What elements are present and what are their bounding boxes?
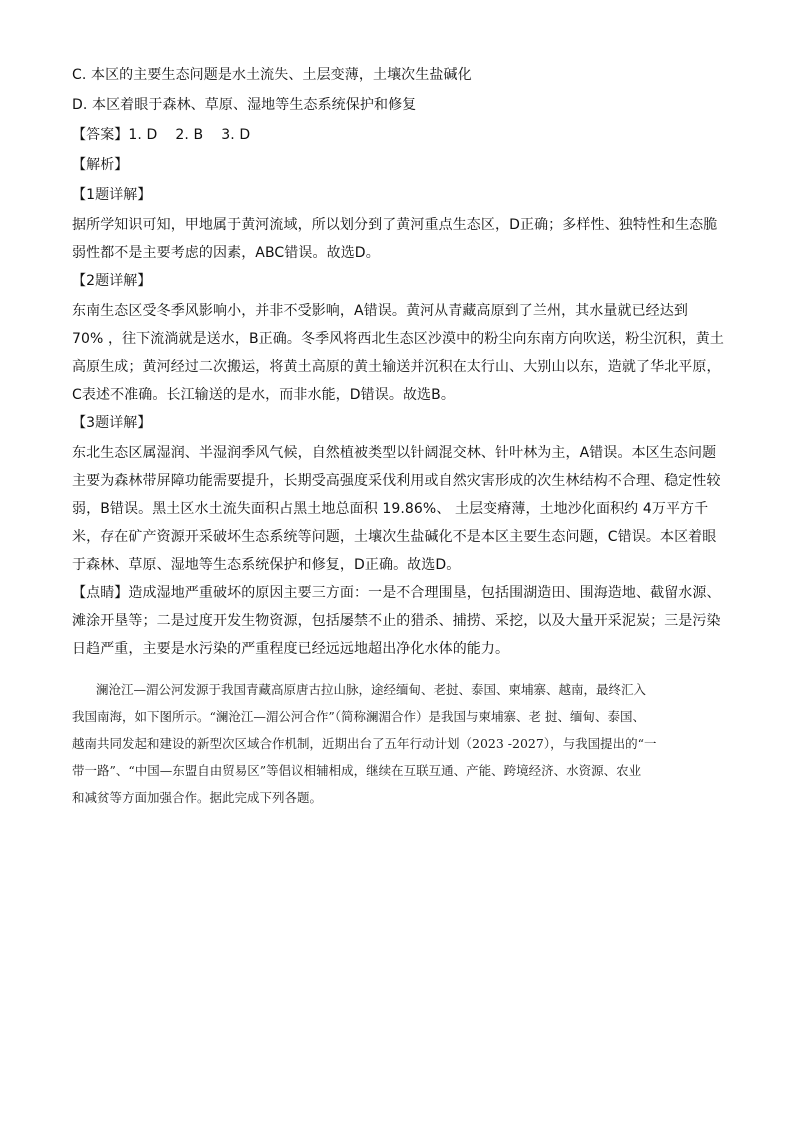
passage-line: 我国南海，如下图所示。“澜沧江—湄公河合作”（简称澜湄合作）是我国与柬埔寨、老 挝、缅甸、泰国、 [72, 709, 646, 724]
q3-body [72, 442, 734, 576]
option-d: D. 本区着眼于森林、草原、湿地等生态系统保护和修复 [72, 97, 417, 113]
option-c: C. 本区的主要生态问题是水土流失、土层变薄，土壤次生盐碱化 [72, 67, 472, 83]
q3-line: 米，存在矿产资源开采破坏生态系统等问题，土壤次生盐碱化不是本区主要生态问题，C错误。本区着眼 [72, 529, 717, 545]
q3-title: 【3题详解】 [72, 415, 152, 431]
document-page [72, 64, 734, 811]
q2-line: 东南生态区受冬季风影响小，并非不受影响，A错误。黄河从青藏高原到了兰州，其水量就已经达到 [72, 303, 688, 319]
passage-line: 越南共同发起和建设的新型次区域合作机制，近期出台了五年行动计划（2023 -2027），与我国提出的“一 [72, 736, 657, 751]
tip-text: 造成湿地严重破坏的原因主要三方面：一是不合理围垦，包括围湖造田、围海造地、截留水源、 [128, 585, 721, 601]
analysis-label: 【解析】 [72, 157, 129, 173]
passage-line: 和减贫等方面加强合作。据此完成下列各题。 [72, 790, 323, 805]
q1-body [72, 214, 734, 264]
answer-2: 2. B [175, 127, 204, 143]
q3-line: 弱，B错误。黑土区水土流失面积占黑土地总面积 19.86%、 土层变瘠薄，土地沙化面积约 4万平方千 [72, 501, 709, 517]
q2-line: 70% ，往下流淌就是送水，B正确。冬季风将西北生态区沙漠中的粉尘向东南方向吹送，粉尘沉积，黄土 [72, 331, 724, 347]
q1-title: 【1题详解】 [72, 187, 152, 203]
q1-line: 据所学知识可知，甲地属于黄河流域，所以划分到了黄河重点生态区，D正确；多样性、独特性和生态脆 [72, 217, 718, 233]
q3-line: 主要为森林带屏障功能需要提升，长期受高强度采伐利用或自然灾害形成的次生林结构不合理、稳定性较 [72, 473, 721, 489]
answer-1: 1. D [128, 127, 158, 143]
q2-body [72, 300, 734, 406]
answer-label: 【答案】 [72, 127, 129, 143]
q2-line: 高原生成；黄河经过二次搬运，将黄土高原的黄土输送并沉积在太行山、大别山以东，造就了华北平原， [72, 359, 721, 375]
answer-line [72, 124, 734, 146]
q2-line: C表述不准确。长江输送的是水，而非水能，D错误。故选B。 [72, 387, 455, 403]
q2-title: 【2题详解】 [72, 273, 152, 289]
tip-line: 日趋严重，主要是水污染的严重程度已经远远地超出净化水体的能力。 [72, 641, 510, 657]
passage-line: 澜沧江—湄公河发源于我国青藏高原唐古拉山脉，途经缅甸、老挝、泰国、柬埔寨、越南，最终汇入 [96, 682, 647, 697]
q1-line: 弱性都不是主要考虑的因素，ABC错误。故选D。 [72, 245, 380, 261]
tip-line-first [72, 582, 734, 604]
reading-passage [72, 676, 734, 811]
answer-3: 3. D [221, 127, 251, 143]
q3-line: 于森林、草原、湿地等生态系统保护和修复，D正确。故选D。 [72, 557, 461, 573]
tip-body [72, 582, 734, 660]
q3-line: 东北生态区属湿润、半湿润季风气候，自然植被类型以针阔混交林、针叶林为主，A错误。本区生态问题 [72, 445, 717, 461]
tip-label: 【点睛】 [72, 585, 129, 601]
passage-line: 带一路”、“中国—东盟自由贸易区”等倡议相辅相成，继续在互联互通、产能、跨境经济、水资源、农业 [72, 763, 642, 778]
tip-line: 滩涂开垦等；二是过度开发生物资源，包括屡禁不止的猎杀、捕捞、采挖，以及大量开采泥炭；三是污染 [72, 613, 721, 629]
